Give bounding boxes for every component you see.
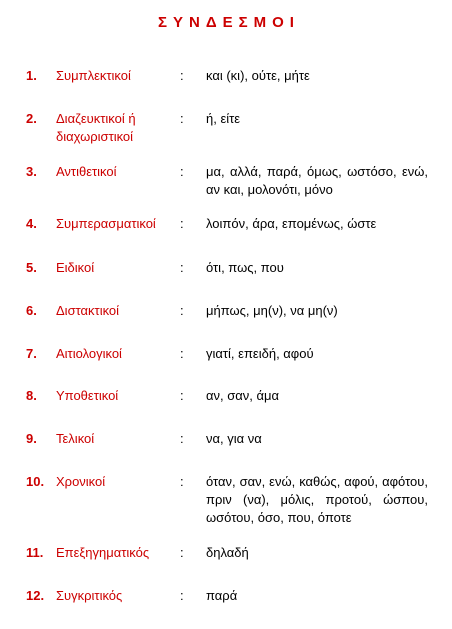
conjunction-category: Υποθετικοί <box>56 388 119 403</box>
item-number: 5. <box>26 260 37 275</box>
conjunction-category: Αιτιολογικοί <box>56 346 122 361</box>
separator: : <box>180 260 184 275</box>
conjunction-category: Ειδικοί <box>56 260 95 275</box>
conjunction-category: Συμπερασματικοί <box>56 216 156 231</box>
item-number: 9. <box>26 431 37 446</box>
separator: : <box>180 68 184 83</box>
page-title: ΣΥΝΔΕΣΜΟΙ <box>158 14 300 31</box>
separator: : <box>180 388 184 403</box>
conjunction-words: όταν, σαν, ενώ, καθώς, αφού, αφότου, πριν (να), μόλις, προτού, ώσπου, ωσότου, όσο, που, όποτε <box>206 474 428 525</box>
conjunction-words: μήπως, μη(ν), να μη(ν) <box>206 303 338 318</box>
conjunction-words: λοιπόν, άρα, επομένως, ώστε <box>206 216 377 231</box>
item-number: 4. <box>26 216 37 231</box>
separator: : <box>180 346 184 361</box>
item-number: 8. <box>26 388 37 403</box>
item-number: 6. <box>26 303 37 318</box>
conjunction-words: μα, αλλά, παρά, όμως, ωστόσο, ενώ, αν και, μολονότι, μόνο <box>206 164 428 197</box>
separator: : <box>180 545 184 560</box>
conjunction-category: Τελικοί <box>56 431 95 446</box>
separator: : <box>180 588 184 603</box>
item-number: 1. <box>26 68 37 83</box>
separator: : <box>180 111 184 126</box>
item-number: 12. <box>26 588 45 603</box>
item-number: 11. <box>26 545 44 560</box>
conjunction-category: Διστακτικοί <box>56 303 120 318</box>
separator: : <box>180 303 184 318</box>
conjunction-words: και (κι), ούτε, μήτε <box>206 68 310 83</box>
conjunction-words: ότι, πως, που <box>206 260 284 275</box>
item-number: 7. <box>26 346 37 361</box>
item-number: 2. <box>26 111 37 126</box>
conjunction-words: δηλαδή <box>206 545 249 560</box>
conjunction-category: Διαζευκτικοί ή διαχωριστικοί <box>56 111 136 144</box>
conjunction-words: γιατί, επειδή, αφού <box>206 346 314 361</box>
conjunction-words: παρά <box>206 588 238 603</box>
separator: : <box>180 474 184 489</box>
conjunction-category: Συμπλεκτικοί <box>56 68 131 83</box>
separator: : <box>180 431 184 446</box>
conjunction-category: Αντιθετικοί <box>56 164 117 179</box>
separator: : <box>180 216 184 231</box>
item-number: 10. <box>26 474 45 489</box>
conjunction-words: να, για να <box>206 431 262 446</box>
conjunction-words: αν, σαν, άμα <box>206 388 280 403</box>
conjunction-words: ή, είτε <box>206 111 241 126</box>
separator: : <box>180 164 184 179</box>
conjunction-category: Χρονικοί <box>56 474 106 489</box>
item-number: 3. <box>26 164 37 179</box>
conjunction-category: Επεξηγηματικός <box>56 545 150 560</box>
conjunction-category: Συγκριτικός <box>56 588 123 603</box>
